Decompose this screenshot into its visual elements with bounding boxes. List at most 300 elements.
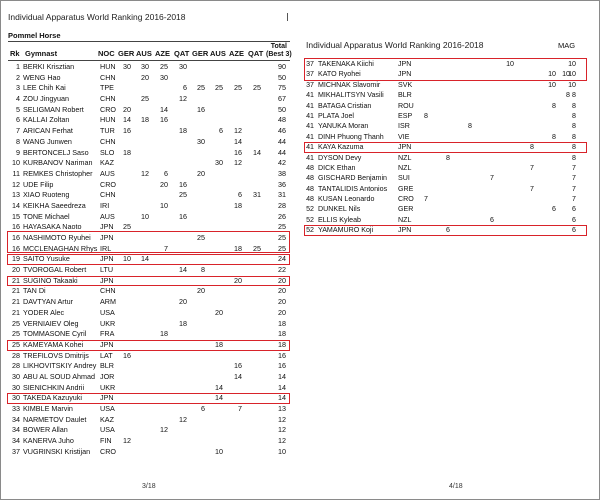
score-cell: 12: [234, 126, 242, 136]
rank-cell: 30: [12, 371, 20, 381]
noc-code: JPN: [100, 275, 114, 285]
total-cell: 10: [568, 60, 576, 68]
noc-code: JPN: [398, 70, 412, 79]
total-cell: 7: [572, 195, 576, 204]
noc-code: JPN: [100, 233, 114, 242]
gymnast-name: WANG Junwen: [23, 136, 72, 146]
score-cell: 20: [197, 168, 205, 178]
noc-code: NZL: [398, 163, 412, 172]
score-cell: 20: [234, 275, 242, 285]
gymnast-name: TAKENAKA Kiichi: [318, 60, 374, 68]
gymnast-name: BOWER Allan: [23, 425, 68, 435]
score-cell: 14: [141, 254, 149, 264]
score-cell: 6: [183, 83, 187, 93]
table-row: [4, 319, 294, 330]
total-cell: 18: [278, 339, 286, 349]
table-row: [296, 80, 592, 90]
total-cell: 26: [278, 211, 286, 221]
score-cell: 7: [238, 404, 242, 413]
total-cell: 8: [572, 91, 576, 100]
noc-code: CRO: [100, 179, 116, 189]
total-cell: 6: [572, 205, 576, 214]
table-row: [4, 265, 294, 276]
rank-cell: 41: [306, 143, 314, 152]
table-row: [296, 163, 592, 173]
gymnast-name: KAMEYAMA Kohei: [23, 339, 84, 349]
rank-cell: 8: [16, 136, 20, 146]
noc-code: KAZ: [100, 414, 114, 424]
score-cell: 25: [160, 62, 168, 71]
table-row: [4, 329, 294, 340]
score-cell: 20: [123, 104, 131, 114]
gymnast-name: KAYA Kazuma: [318, 143, 364, 152]
score-cell: 25: [179, 190, 187, 200]
page-edge-mark: [287, 13, 288, 21]
noc-code: ROU: [398, 101, 414, 110]
gymnast-name: HAYASAKA Naoto: [23, 222, 82, 232]
total-cell: 16: [278, 350, 286, 360]
gymnast-name: ABU AL SOUD Ahmad: [23, 371, 96, 381]
score-cell: 10: [562, 70, 570, 79]
gymnast-name: NARMETOV Daulet: [23, 414, 87, 424]
mag-label: MAG: [558, 41, 576, 50]
score-cell: 10: [215, 446, 223, 456]
total-cell: 25: [278, 233, 286, 242]
rank-cell: 41: [306, 153, 314, 162]
score-cell: 10: [160, 200, 168, 210]
gymnast-name: YAMAMURO Koji: [318, 226, 374, 235]
table-row: [4, 286, 294, 297]
table-row: [296, 101, 592, 111]
score-cell: 20: [141, 72, 149, 82]
rank-cell: 21: [12, 286, 20, 296]
document-title-right: Individual Apparatus World Ranking 2016-2018: [306, 40, 484, 50]
rank-cell: 5: [16, 104, 20, 114]
total-cell: 10: [568, 80, 576, 89]
gymnast-name: DYSON Devy: [318, 153, 362, 162]
noc-code: LAT: [100, 350, 113, 360]
total-cell: 20: [278, 286, 286, 296]
noc-code: UKR: [100, 318, 116, 328]
total-cell: 12: [278, 414, 286, 424]
noc-code: GRE: [398, 184, 414, 193]
rank-cell: 21: [12, 307, 20, 317]
gymnast-name: MICHNAK Slavomir: [318, 80, 381, 89]
noc-code: CHN: [100, 94, 116, 104]
noc-code: NZL: [398, 153, 412, 162]
gymnast-name: TVOROGAL Robert: [23, 265, 87, 275]
total-cell: 13: [278, 404, 286, 413]
table-row: [4, 83, 294, 94]
table-row: [296, 153, 592, 163]
gymnast-name: TREFILOVS Dmitrijs: [23, 350, 89, 360]
total-cell: 42: [278, 158, 286, 168]
rank-cell: 52: [306, 215, 314, 224]
table-row: [4, 180, 294, 191]
score-cell: 7: [530, 163, 534, 172]
table-row: [4, 105, 294, 116]
rank-cell: 33: [12, 404, 20, 413]
noc-code: USA: [100, 404, 115, 413]
highlight-box: [304, 142, 587, 153]
rank-cell: 7: [16, 126, 20, 136]
rank-cell: 41: [306, 91, 314, 100]
score-cell: 14: [123, 115, 131, 125]
score-cell: 14: [234, 136, 242, 146]
table-row: [4, 158, 294, 169]
score-cell: 16: [234, 147, 242, 157]
highlight-box: [7, 254, 290, 265]
table-row: [4, 62, 294, 73]
page-4: [296, 4, 594, 494]
highlight-box: [7, 276, 290, 287]
gymnast-name: GISCHARD Benjamin: [318, 174, 387, 183]
rank-cell: 11: [12, 168, 20, 178]
score-cell: 7: [530, 184, 534, 193]
noc-code: JPN: [100, 222, 114, 232]
table-row: [4, 447, 294, 458]
gymnast-name: KIMBLE Marvin: [23, 404, 73, 413]
noc-code: IRI: [100, 200, 110, 210]
total-cell: 20: [278, 297, 286, 307]
score-cell: 6: [446, 226, 450, 235]
rank-cell: 2: [16, 72, 20, 82]
header-col-aze-2: AZE: [229, 49, 244, 58]
noc-code: IRL: [100, 243, 112, 253]
score-cell: 25: [141, 94, 149, 104]
rank-cell: 30: [12, 382, 20, 392]
total-cell: 38: [278, 168, 286, 178]
noc-code: JPN: [100, 254, 114, 264]
gymnast-name: MIKHALITSYN Vasili: [318, 91, 384, 100]
rank-cell: 48: [306, 163, 314, 172]
score-cell: 14: [253, 147, 261, 157]
header-rule-top: [8, 41, 290, 42]
score-cell: 16: [179, 211, 187, 221]
gymnast-name: YANUKA Moran: [318, 122, 369, 131]
gymnast-name: KALLAI Zoltan: [23, 115, 70, 125]
rank-cell: 16: [12, 222, 20, 232]
score-cell: 10: [141, 211, 149, 221]
gymnast-name: LIKHOVITSKIY Andrey: [23, 361, 97, 371]
total-cell: 6: [572, 226, 576, 235]
header-noc: NOC: [98, 49, 115, 58]
highlight-box: [7, 393, 290, 404]
table-row: [296, 184, 592, 194]
gymnast-name: KEIKHA Saeedreza: [23, 200, 86, 210]
score-cell: 8: [566, 91, 570, 100]
table-row: [296, 132, 592, 142]
noc-code: SUI: [398, 174, 410, 183]
highlight-box-takenaka-kato: [304, 58, 587, 81]
highlight-box-hayasaka-nashimoto: [7, 231, 290, 253]
noc-code: LTU: [100, 265, 114, 275]
rank-cell: 20: [12, 265, 20, 275]
noc-code: JPN: [398, 60, 412, 68]
noc-code: AUS: [100, 168, 115, 178]
rank-cell: 15: [12, 211, 20, 221]
table-row: [4, 404, 294, 415]
noc-code: JOR: [100, 371, 115, 381]
score-cell: 30: [123, 62, 131, 71]
rank-cell: 37: [12, 446, 20, 456]
noc-code: CHN: [100, 72, 116, 82]
header-rk: Rk: [10, 49, 20, 58]
rank-cell: 25: [12, 329, 20, 339]
gymnast-name: TONE Michael: [23, 211, 70, 221]
score-cell: 30: [160, 72, 168, 82]
noc-code: CHN: [100, 136, 116, 146]
noc-code: UKR: [100, 382, 116, 392]
gymnast-name: SAITO Yusuke: [23, 254, 70, 264]
score-cell: 16: [234, 361, 242, 371]
score-cell: 16: [179, 179, 187, 189]
rank-cell: 9: [16, 147, 20, 157]
score-cell: 18: [179, 318, 187, 328]
score-cell: 10: [548, 70, 556, 79]
gymnast-name: DICK Ethan: [318, 163, 356, 172]
table-row: [4, 137, 294, 148]
noc-code: BLR: [398, 91, 412, 100]
noc-code: AUS: [100, 211, 115, 221]
total-cell: 50: [278, 72, 286, 82]
score-cell: 16: [160, 115, 168, 125]
noc-code: CRO: [398, 195, 414, 204]
rank-cell: 37: [306, 70, 314, 79]
noc-code: HUN: [100, 62, 116, 71]
total-cell: 16: [278, 361, 286, 371]
rank-cell: 13: [12, 190, 20, 200]
rank-cell: 25: [12, 318, 20, 328]
score-cell: 7: [490, 174, 494, 183]
gymnast-name: DINH Phuong Thanh: [318, 132, 384, 141]
noc-code: BLR: [100, 361, 114, 371]
score-cell: 6: [201, 404, 205, 413]
rank-cell: 37: [306, 80, 314, 89]
gymnast-name: UDE Filip: [23, 179, 54, 189]
noc-code: ESP: [398, 111, 413, 120]
table-row: [4, 436, 294, 447]
total-cell: 7: [572, 184, 576, 193]
score-cell: 18: [123, 147, 131, 157]
rank-cell: 6: [16, 115, 20, 125]
total-cell: 12: [278, 436, 286, 446]
score-cell: 31: [253, 190, 261, 200]
total-cell: 18: [278, 318, 286, 328]
score-cell: 7: [424, 195, 428, 204]
noc-code: FRA: [100, 329, 115, 339]
highlight-box: [7, 340, 290, 351]
ranking-table-left: [4, 62, 294, 457]
gymnast-name: XIAO Ruoteng: [23, 190, 70, 200]
score-cell: 14: [215, 393, 223, 403]
gymnast-name: ELLIS Kyleab: [318, 215, 361, 224]
total-cell: 36: [278, 179, 286, 189]
noc-code: NZL: [398, 215, 412, 224]
score-cell: 8: [424, 111, 428, 120]
score-cell: 18: [160, 329, 168, 339]
total-cell: 90: [278, 62, 286, 71]
header-total-best: (Best 3): [266, 51, 292, 58]
table-row: [4, 73, 294, 84]
score-cell: 12: [141, 168, 149, 178]
rank-cell: 16: [12, 243, 20, 253]
gymnast-name: KANERVA Juho: [23, 436, 74, 446]
total-cell: 8: [572, 153, 576, 162]
rank-cell: 28: [12, 361, 20, 371]
score-cell: 30: [141, 62, 149, 71]
noc-code: CRO: [100, 104, 116, 114]
score-cell: 30: [179, 62, 187, 71]
table-row: [4, 361, 294, 372]
gymnast-name: TANTALIDIS Antonios: [318, 184, 388, 193]
score-cell: 8: [201, 265, 205, 275]
table-row: [4, 340, 294, 351]
score-cell: 12: [160, 425, 168, 435]
total-cell: 8: [572, 111, 576, 120]
table-row: [296, 215, 592, 225]
gymnast-name: BATAGA Cristian: [318, 101, 372, 110]
score-cell: 6: [490, 215, 494, 224]
header-col-qat-1: QAT: [174, 49, 190, 58]
gymnast-name: ZOU Jingyuan: [23, 94, 69, 104]
total-cell: 67: [278, 94, 286, 104]
table-row: [4, 126, 294, 137]
total-cell: 10: [568, 70, 576, 79]
gymnast-name: VERNIAIEV Oleg: [23, 318, 79, 328]
table-row: [4, 201, 294, 212]
score-cell: 20: [215, 307, 223, 317]
rank-cell: 41: [306, 122, 314, 131]
rank-cell: 12: [12, 179, 20, 189]
header-col-aus-1: AUS: [136, 49, 152, 58]
gymnast-name: KURBANOV Nariman: [23, 158, 93, 168]
gymnast-name: REMKES Christopher: [23, 168, 93, 178]
score-cell: 10: [123, 254, 131, 264]
page-number-right: 4/18: [449, 483, 463, 490]
noc-code: GER: [398, 205, 414, 214]
rank-cell: 21: [12, 275, 20, 285]
rank-cell: 48: [306, 184, 314, 193]
table-row: [4, 169, 294, 180]
total-cell: 8: [572, 143, 576, 152]
score-cell: 25: [253, 243, 261, 253]
gymnast-name: DUNKEL Nils: [318, 205, 361, 214]
score-cell: 12: [179, 94, 187, 104]
table-row: [4, 94, 294, 105]
table-row: [4, 351, 294, 362]
rank-cell: 41: [306, 132, 314, 141]
rank-cell: 4: [16, 94, 20, 104]
score-cell: 18: [215, 339, 223, 349]
score-cell: 25: [123, 222, 131, 232]
score-cell: 14: [215, 382, 223, 392]
score-cell: 6: [164, 168, 168, 178]
score-cell: 25: [197, 83, 205, 93]
total-cell: 75: [278, 83, 286, 93]
rank-cell: 30: [12, 393, 20, 403]
score-cell: 18: [141, 115, 149, 125]
gymnast-name: MCCLENAGHAN Rhys: [23, 243, 98, 253]
noc-code: CHN: [100, 190, 116, 200]
rank-cell: 48: [306, 195, 314, 204]
header-col-aus-2: AUS: [210, 49, 226, 58]
header-col-ger-2: GER: [192, 49, 209, 58]
gymnast-name: YODER Alec: [23, 307, 65, 317]
score-cell: 14: [179, 265, 187, 275]
table-row: [4, 148, 294, 159]
noc-code: SLO: [100, 147, 115, 157]
noc-code: JPN: [398, 226, 412, 235]
rank-cell: 52: [306, 205, 314, 214]
table-row: [4, 254, 294, 265]
score-cell: 7: [164, 243, 168, 253]
score-cell: 8: [552, 101, 556, 110]
score-cell: 6: [238, 190, 242, 200]
score-cell: 6: [219, 126, 223, 136]
score-cell: 18: [179, 126, 187, 136]
noc-code: JPN: [100, 393, 114, 403]
score-cell: 25: [197, 233, 205, 242]
total-cell: 22: [278, 265, 286, 275]
total-cell: 8: [572, 101, 576, 110]
total-cell: 7: [572, 163, 576, 172]
table-row: [296, 173, 592, 183]
score-cell: 20: [179, 297, 187, 307]
total-cell: 50: [278, 104, 286, 114]
score-cell: 14: [160, 104, 168, 114]
rank-cell: 34: [12, 436, 20, 446]
gymnast-name: KUSAN Leonardo: [318, 195, 375, 204]
score-cell: 30: [197, 136, 205, 146]
rank-cell: 34: [12, 414, 20, 424]
score-cell: 18: [234, 200, 242, 210]
rank-cell: 48: [306, 174, 314, 183]
score-cell: 6: [552, 205, 556, 214]
rank-cell: 41: [306, 111, 314, 120]
score-cell: 14: [234, 371, 242, 381]
rank-cell: 19: [12, 254, 20, 264]
gymnast-name: TOMMASONE Cyril: [23, 329, 87, 339]
score-cell: 8: [552, 132, 556, 141]
noc-code: JPN: [398, 143, 412, 152]
rank-cell: 1: [16, 62, 20, 71]
noc-code: FIN: [100, 436, 112, 446]
gymnast-name: SUGINO Takaaki: [23, 275, 78, 285]
total-cell: 6: [572, 215, 576, 224]
rank-cell: 37: [306, 60, 314, 68]
noc-code: HUN: [100, 115, 116, 125]
rank-cell: 3: [16, 83, 20, 93]
table-row: [296, 194, 592, 204]
table-row: [4, 383, 294, 394]
total-cell: 14: [278, 371, 286, 381]
noc-code: CRO: [100, 446, 116, 456]
gymnast-name: SELIGMAN Robert: [23, 104, 84, 114]
header-col-aze-1: AZE: [155, 49, 170, 58]
gymnast-name: TAN Di: [23, 286, 46, 296]
total-cell: 7: [572, 174, 576, 183]
total-cell: 8: [572, 132, 576, 141]
total-cell: 31: [278, 190, 286, 200]
score-cell: 25: [253, 83, 261, 93]
total-cell: 25: [278, 222, 286, 232]
gymnast-name: PLATA Joel: [318, 111, 355, 120]
score-cell: 25: [234, 83, 242, 93]
highlight-box: [304, 225, 587, 236]
total-cell: 44: [278, 136, 286, 146]
table-row: [4, 308, 294, 319]
